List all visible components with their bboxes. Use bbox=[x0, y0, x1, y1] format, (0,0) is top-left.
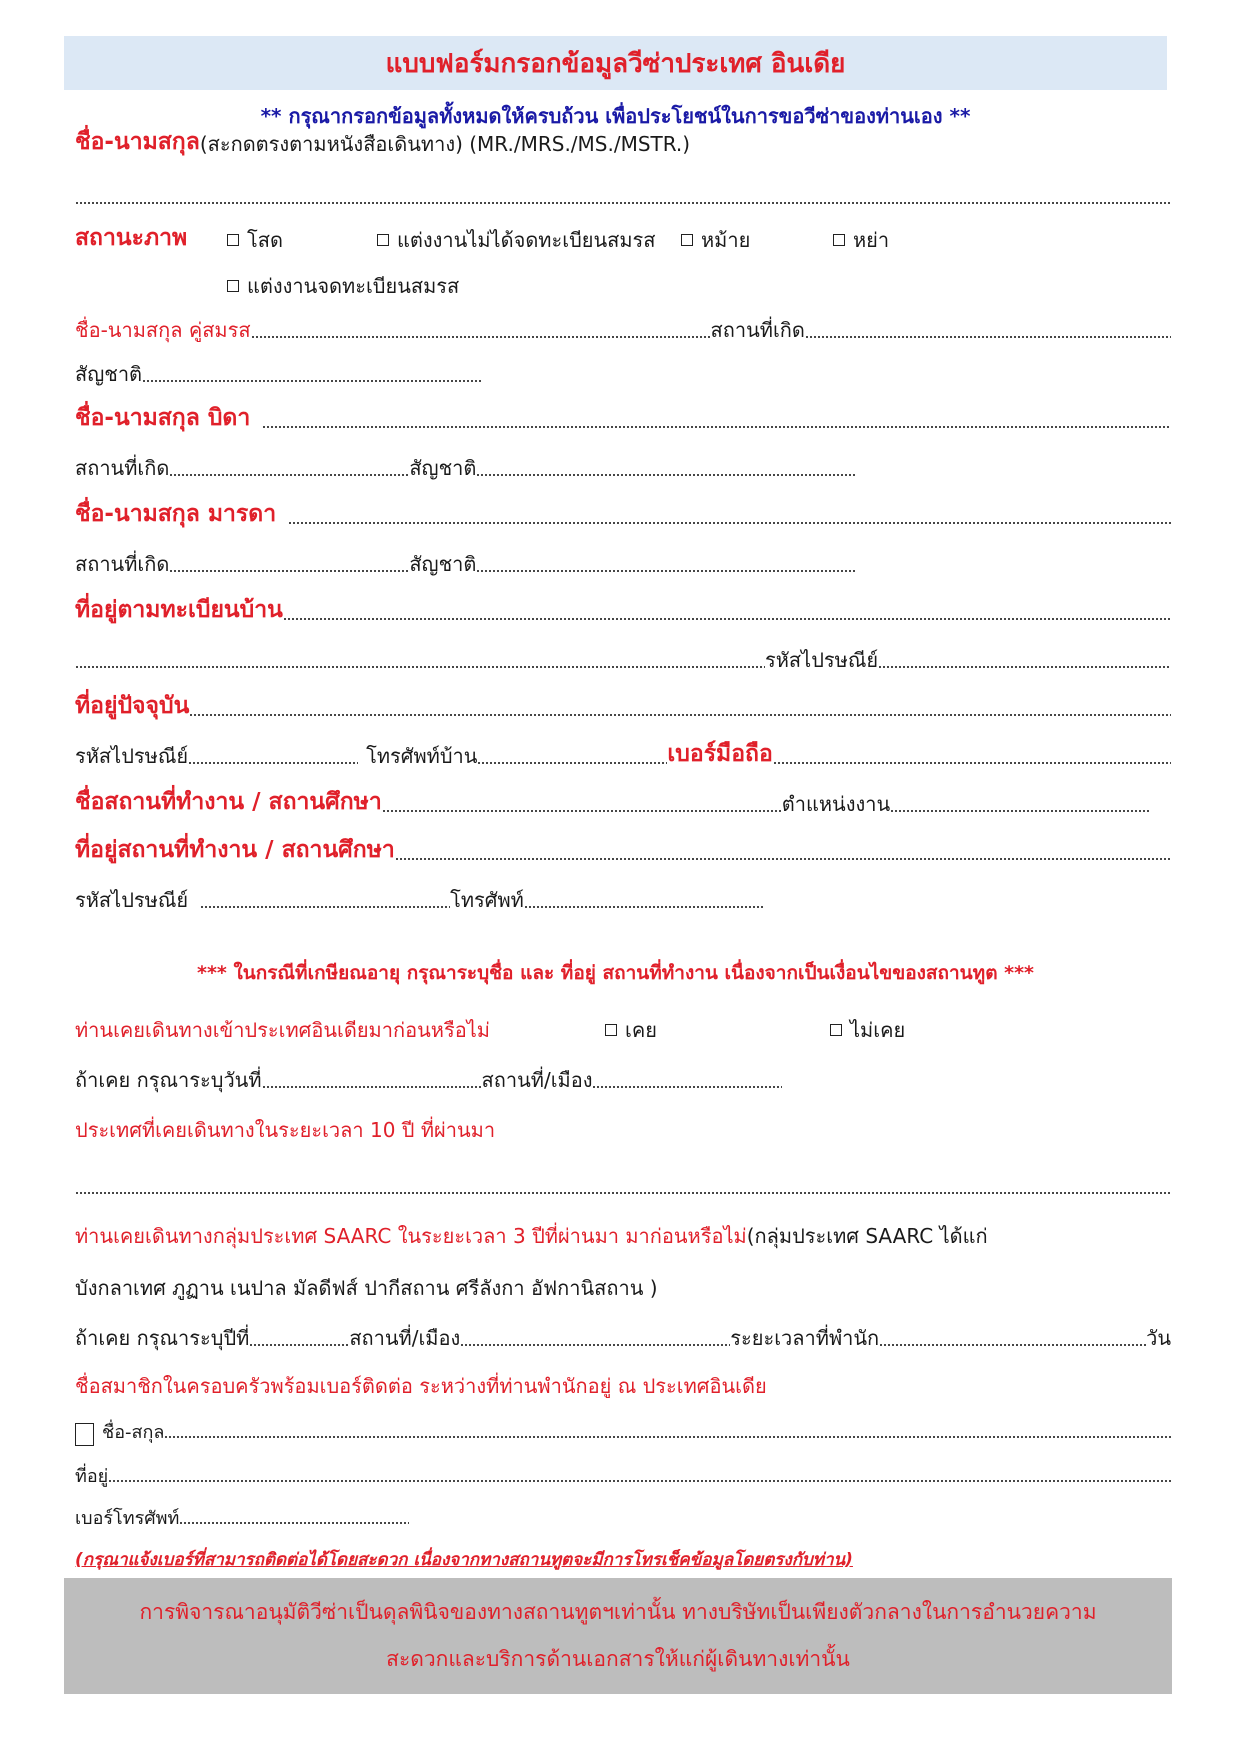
applicant-name-line-row bbox=[75, 180, 1171, 212]
saarc-year-label: ถ้าเคย กรุณาระบุปีที่ bbox=[75, 1326, 250, 1350]
saarc-place-label: สถานที่/เมือง bbox=[349, 1326, 461, 1350]
father-birthplace-label: สถานที่เกิด bbox=[75, 456, 170, 480]
family-address-row bbox=[75, 1458, 1171, 1490]
saarc-question-note: (กลุ่มประเทศ SAARC ได้แก่ bbox=[746, 1224, 988, 1248]
checkbox-icon[interactable] bbox=[377, 234, 389, 246]
marital-option-single[interactable]: โสด bbox=[227, 224, 377, 256]
title-bar bbox=[64, 36, 1167, 90]
father-name-field[interactable] bbox=[262, 424, 1171, 430]
india-travel-question: ท่านเคยเดินทางเข้าประเทศอินเดียมาก่อนหรือไม่ bbox=[75, 1018, 490, 1042]
current-postcode-label: รหัสไปรษณีย์ bbox=[75, 744, 189, 768]
spouse-row bbox=[75, 314, 1171, 346]
family-address-label: ที่อยู่ bbox=[75, 1466, 109, 1487]
spouse-birthplace-label: สถานที่เกิด bbox=[710, 318, 805, 342]
workplace-postcode-label: รหัสไปรษณีย์ bbox=[75, 888, 189, 912]
registered-address-row-2 bbox=[75, 644, 1171, 676]
marital-status-label: สถานะภาพ bbox=[75, 225, 188, 251]
workplace-address-row bbox=[75, 836, 1171, 868]
mother-name-field[interactable] bbox=[288, 520, 1171, 526]
saarc-countries: บังกลาเทศ ภูฏาน เนปาล มัลดีฟส์ ปากีสถาน ศรีลังกา อัฟกานิสถาน ) bbox=[75, 1276, 658, 1300]
india-travel-detail-row bbox=[75, 1064, 1171, 1096]
checkbox-icon[interactable] bbox=[75, 1423, 94, 1446]
saarc-stay-label: ระยะเวลาที่พำนัก bbox=[730, 1326, 880, 1350]
father-row bbox=[75, 404, 1171, 436]
home-phone-field[interactable] bbox=[477, 760, 667, 766]
india-travel-place-label: สถานที่/เมือง bbox=[481, 1068, 593, 1092]
mother-birthplace-field[interactable] bbox=[169, 568, 409, 574]
saarc-question-row bbox=[75, 1220, 1171, 1252]
family-name-row bbox=[75, 1414, 1171, 1446]
mother-nationality-field[interactable] bbox=[476, 568, 856, 574]
saarc-detail-row bbox=[75, 1322, 1171, 1354]
position-label: ตำแหน่งงาน bbox=[781, 792, 891, 816]
father-name-label: ชื่อ-นามสกุล บิดา bbox=[75, 405, 251, 431]
checkbox-icon[interactable] bbox=[227, 234, 239, 246]
family-contact-title-row bbox=[75, 1370, 1171, 1402]
footer-line-1: การพิจารณาอนุมัติวีซ่าเป็นดุลพินิจของทางสถานทูตฯเท่านั้น ทางบริษัทเป็นเพียงตัวกลางในการอำนวยความ bbox=[139, 1600, 1097, 1624]
workplace-phone-field[interactable] bbox=[524, 904, 764, 910]
family-phone-field[interactable] bbox=[179, 1520, 409, 1526]
applicant-name-row bbox=[75, 128, 1171, 160]
registered-postcode-field[interactable] bbox=[878, 664, 1171, 670]
marital-option-divorced[interactable]: หย่า bbox=[833, 224, 889, 256]
position-field[interactable] bbox=[890, 808, 1151, 814]
current-contact-row bbox=[75, 740, 1171, 772]
workplace-name-label: ชื่อสถานที่ทำงาน / สถานศึกษา bbox=[75, 789, 382, 815]
family-contact-note: (กรุณาแจ้งเบอร์ที่สามารถติดต่อได้โดยสะดวก เนื่องจากทางสถานทูตจะมีการโทรเช็คข้อมูลโดยตรงกับท่าน) bbox=[75, 1550, 853, 1570]
family-address-field[interactable] bbox=[108, 1478, 1171, 1484]
current-address-label: ที่อยู่ปัจจุบัน bbox=[75, 693, 190, 719]
saarc-year-field[interactable] bbox=[249, 1342, 349, 1348]
marital-option-registered[interactable]: แต่งงานจดทะเบียนสมรส bbox=[227, 270, 459, 302]
mother-nationality-label: สัญชาติ bbox=[409, 552, 477, 576]
workplace-contact-row bbox=[75, 884, 1171, 916]
spouse-name-label: ชื่อ-นามสกุล คู่สมรส bbox=[75, 318, 251, 342]
spouse-nationality-field[interactable] bbox=[142, 378, 482, 384]
india-travel-yes[interactable]: เคย bbox=[605, 1014, 830, 1046]
registered-address-field[interactable] bbox=[283, 616, 1171, 622]
ten-year-travel-label: ประเทศที่เคยเดินทางในระยะเวลา 10 ปี ที่ผ่านมา bbox=[75, 1118, 496, 1142]
workplace-phone-label: โทรศัพท์ bbox=[450, 888, 524, 912]
ten-year-travel-line-row bbox=[75, 1170, 1171, 1202]
ten-year-travel-field[interactable] bbox=[75, 1190, 1171, 1196]
india-travel-date-label: ถ้าเคย กรุณาระบุวันที่ bbox=[75, 1068, 262, 1092]
father-birthplace-field[interactable] bbox=[169, 472, 409, 478]
applicant-name-field[interactable] bbox=[75, 200, 1171, 206]
family-contact-title: ชื่อสมาชิกในครอบครัวพร้อมเบอร์ติดต่อ ระหว่างที่ท่านพำนักอยู่ ณ ประเทศอินเดีย bbox=[75, 1374, 767, 1398]
saarc-stay-field[interactable] bbox=[879, 1342, 1146, 1348]
father-nationality-field[interactable] bbox=[476, 472, 856, 478]
marital-status-row bbox=[75, 224, 1171, 256]
workplace-postcode-field[interactable] bbox=[200, 904, 450, 910]
spouse-nationality-label: สัญชาติ bbox=[75, 362, 143, 386]
mother-row bbox=[75, 500, 1171, 532]
retired-note: *** ในกรณีที่เกษียณอายุ กรุณาระบุชื่อ และ ที่อยู่ สถานที่ทำงาน เนื่องจากเป็นเงื่อนไขของสถานทูต *** bbox=[197, 962, 1034, 984]
workplace-address-label: ที่อยู่สถานที่ทำงาน / สถานศึกษา bbox=[75, 837, 395, 863]
checkbox-icon[interactable] bbox=[833, 234, 845, 246]
applicant-name-label: ชื่อ-นามสกุล bbox=[75, 129, 200, 155]
mother-name-label: ชื่อ-นามสกุล มารดา bbox=[75, 501, 277, 527]
family-name-field[interactable] bbox=[164, 1434, 1171, 1440]
india-travel-no[interactable]: ไม่เคย bbox=[830, 1014, 905, 1046]
father-nationality-label: สัญชาติ bbox=[409, 456, 477, 480]
applicant-name-hint: (สะกดตรงตามหนังสือเดินทาง) (MR./MRS./MS./MSTR.) bbox=[199, 132, 691, 156]
india-travel-place-field[interactable] bbox=[592, 1084, 782, 1090]
footer-disclaimer bbox=[64, 1578, 1172, 1694]
current-address-row bbox=[75, 692, 1171, 724]
india-travel-date-field[interactable] bbox=[262, 1084, 482, 1090]
family-phone-label: เบอร์โทรศัพท์ bbox=[75, 1508, 180, 1529]
marital-option-widowed[interactable]: หม้าย bbox=[681, 224, 833, 256]
father-birth-row bbox=[75, 452, 1171, 484]
family-name-label: ชื่อ-สกุล bbox=[102, 1422, 165, 1443]
registered-address-label: ที่อยู่ตามทะเบียนบ้าน bbox=[75, 597, 283, 623]
checkbox-icon[interactable] bbox=[681, 234, 693, 246]
mobile-field[interactable] bbox=[773, 760, 1171, 766]
saarc-place-field[interactable] bbox=[460, 1342, 730, 1348]
workplace-address-field[interactable] bbox=[395, 856, 1171, 862]
spouse-birthplace-field[interactable] bbox=[805, 334, 1171, 340]
marital-status-row-2 bbox=[75, 270, 1171, 302]
footer-line-2: สะดวกและบริการด้านเอกสารให้แก่ผู้เดินทางเท่านั้น bbox=[386, 1647, 850, 1671]
home-phone-label: โทรศัพท์บ้าน bbox=[366, 744, 478, 768]
workplace-name-field[interactable] bbox=[382, 808, 782, 814]
registered-address-row bbox=[75, 596, 1171, 628]
registered-postcode-label: รหัสไปรษณีย์ bbox=[765, 648, 879, 672]
india-travel-row bbox=[75, 1014, 1171, 1046]
marital-option-unregistered[interactable]: แต่งงานไม่ได้จดทะเบียนสมรส bbox=[377, 224, 681, 256]
checkbox-icon[interactable] bbox=[227, 280, 239, 292]
form-subtitle: ** กรุณากรอกข้อมูลทั้งหมดให้ครบถ้วน เพื่อประโยชน์ในการขอวีซ่าของท่านเอง ** bbox=[260, 104, 971, 128]
mobile-label: เบอร์มือถือ bbox=[667, 741, 773, 767]
current-postcode-field[interactable] bbox=[188, 760, 358, 766]
current-address-field[interactable] bbox=[189, 712, 1171, 718]
form-title: แบบฟอร์มกรอกข้อมูลวีซ่าประเทศ อินเดีย bbox=[385, 48, 846, 79]
family-phone-row bbox=[75, 1500, 1171, 1532]
spouse-nationality-row bbox=[75, 358, 1171, 390]
workplace-row bbox=[75, 788, 1171, 820]
checkbox-icon[interactable] bbox=[605, 1024, 617, 1036]
mother-birth-row bbox=[75, 548, 1171, 580]
ten-year-travel-row bbox=[75, 1114, 1171, 1146]
registered-address-field-2[interactable] bbox=[75, 664, 765, 670]
saarc-stay-unit: วัน bbox=[1146, 1326, 1171, 1350]
saarc-question: ท่านเคยเดินทางกลุ่มประเทศ SAARC ในระยะเวลา 3 ปีที่ผ่านมา มาก่อนหรือไม่ bbox=[75, 1224, 747, 1248]
saarc-countries-row bbox=[75, 1272, 1171, 1304]
checkbox-icon[interactable] bbox=[830, 1024, 842, 1036]
spouse-name-field[interactable] bbox=[251, 334, 711, 340]
mother-birthplace-label: สถานที่เกิด bbox=[75, 552, 170, 576]
